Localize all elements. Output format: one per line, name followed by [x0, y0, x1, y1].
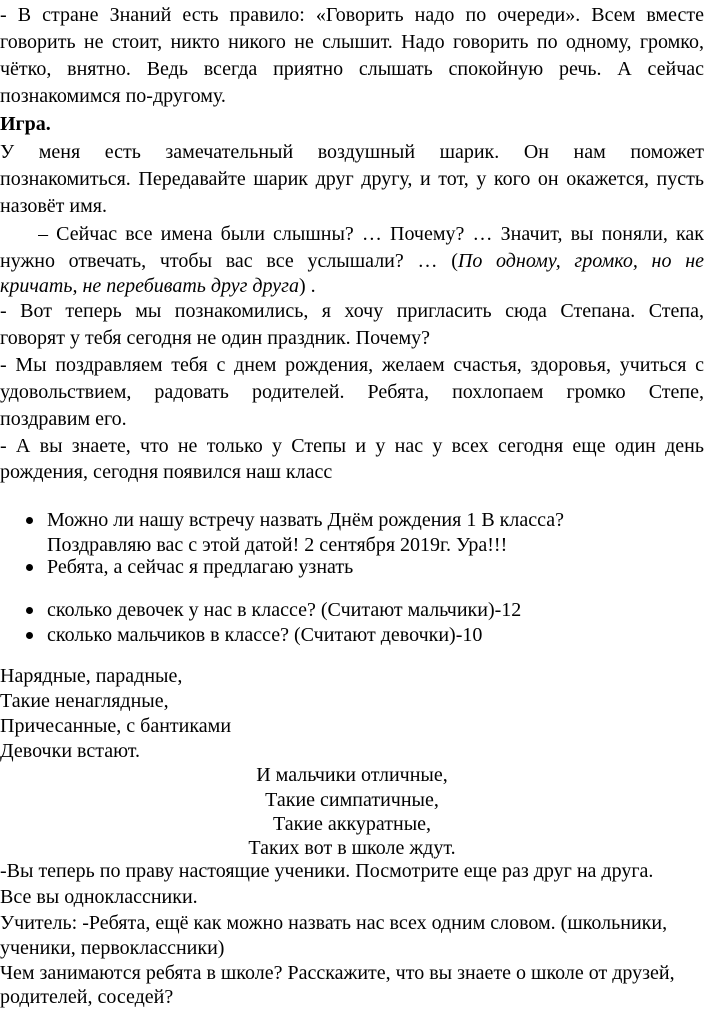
names-line-2 — [0, 248, 704, 274]
school-question-line-2: родителей, соседей? — [0, 986, 174, 1008]
list-item-boys-count: сколько мальчиков в классе? (Считают девочки)-10 — [47, 624, 483, 646]
birthday-line-2: удовольствием, радовать родителей. Ребята, похлопаем громко Степе, — [0, 381, 704, 403]
names-line-1: – Сейчас все имена были слышны? … Почему? … Значит, вы поняли, как — [38, 223, 704, 245]
list-item-1-line-2: Поздравляю вас с этой датой! 2 сентября 2019г. Ура!!! — [47, 534, 508, 556]
intro-line-1: - В стране Знаний есть правило: «Говорить надо по очереди». Всем вместе — [0, 4, 704, 26]
names-line-3 — [0, 273, 704, 299]
game-heading: Игра. — [0, 113, 51, 135]
school-question-line-1: Чем занимаются ребята в школе? Расскажите, что вы знаете о школе от друзей, — [0, 962, 675, 984]
names-line-2-text: нужно отвечать, чтобы вас все услышали? … ( — [0, 250, 458, 272]
stepan-line-1: - Вот теперь мы познакомились, я хочу пригласить сюда Степана. Степа, — [0, 300, 704, 322]
birthday-line-1: - Мы поздравляем тебя с днем рождения, желаем счастья, здоровья, учиться с — [0, 354, 704, 376]
intro-line-3: чётко, внятно. Ведь всегда приятно слышать спокойную речь. А сейчас — [0, 58, 704, 80]
list-bullet-1 — [26, 517, 33, 524]
class-day-line-2: рождения, сегодня появился наш класс — [0, 461, 333, 483]
poem-girls-line-2: Такие ненаглядные, — [0, 690, 169, 712]
intro-line-4: познакомимся по-другому. — [0, 85, 226, 107]
students-line: -Вы теперь по праву настоящие ученики. Посмотрите еще раз друг на друга. — [0, 860, 654, 882]
teacher-line-1: Учитель: -Ребята, ещё как можно назвать нас всех одним словом. (школьники, — [0, 912, 668, 934]
balloon-line-1: У меня есть замечательный воздушный шарик. Он нам поможет — [0, 141, 704, 163]
stepan-line-2: говорят у тебя сегодня не один праздник. Почему? — [0, 327, 431, 349]
poem-girls-line-1: Нарядные, парадные, — [0, 665, 183, 687]
balloon-line-3: назовёт имя. — [0, 195, 107, 217]
intro-line-2: говорить не стоит, никто никого не слышит. Надо говорить по одному, громко, — [0, 31, 704, 53]
poem-girls-line-4: Девочки встают. — [0, 740, 141, 762]
list-item-girls-count: сколько девочек у нас в классе? (Считают мальчики)-12 — [47, 599, 522, 621]
list-item-1-line-1: Можно ли нашу встречу назвать Днём рождения 1 В класса? — [47, 509, 565, 531]
poem-girls-line-3: Причесанные, с бантиками — [0, 715, 232, 737]
list-bullet-3 — [26, 607, 33, 614]
poem-boys-line-4: Таких вот в школе ждут. — [248, 837, 456, 859]
poem-boys-line-2: Такие симпатичные, — [265, 789, 439, 811]
poem-boys-line-3: Такие аккуратные, — [272, 813, 432, 835]
list-bullet-2 — [26, 564, 33, 571]
names-line-2-italic: По одному, громко, но не — [457, 250, 704, 272]
poem-boys-line-1: И мальчики отличные, — [256, 764, 448, 786]
list-item-2: Ребята, а сейчас я предлагаю узнать — [47, 556, 354, 578]
balloon-line-2: познакомиться. Передавайте шарик друг другу, и тот, у кого он окажется, пусть — [0, 168, 704, 190]
teacher-line-2: ученики, первоклассники) — [0, 937, 225, 959]
class-day-line-1: - А вы знаете, что не только у Степы и у нас у всех сегодня еще один день — [0, 435, 704, 457]
names-line-3-italic: кричать, не перебивать друг друга — [0, 275, 299, 297]
birthday-line-3: поздравим его. — [0, 408, 127, 430]
list-bullet-4 — [26, 632, 33, 639]
names-line-3-text: ) . — [298, 275, 316, 297]
classmates-line: Все вы одноклассники. — [0, 886, 198, 908]
